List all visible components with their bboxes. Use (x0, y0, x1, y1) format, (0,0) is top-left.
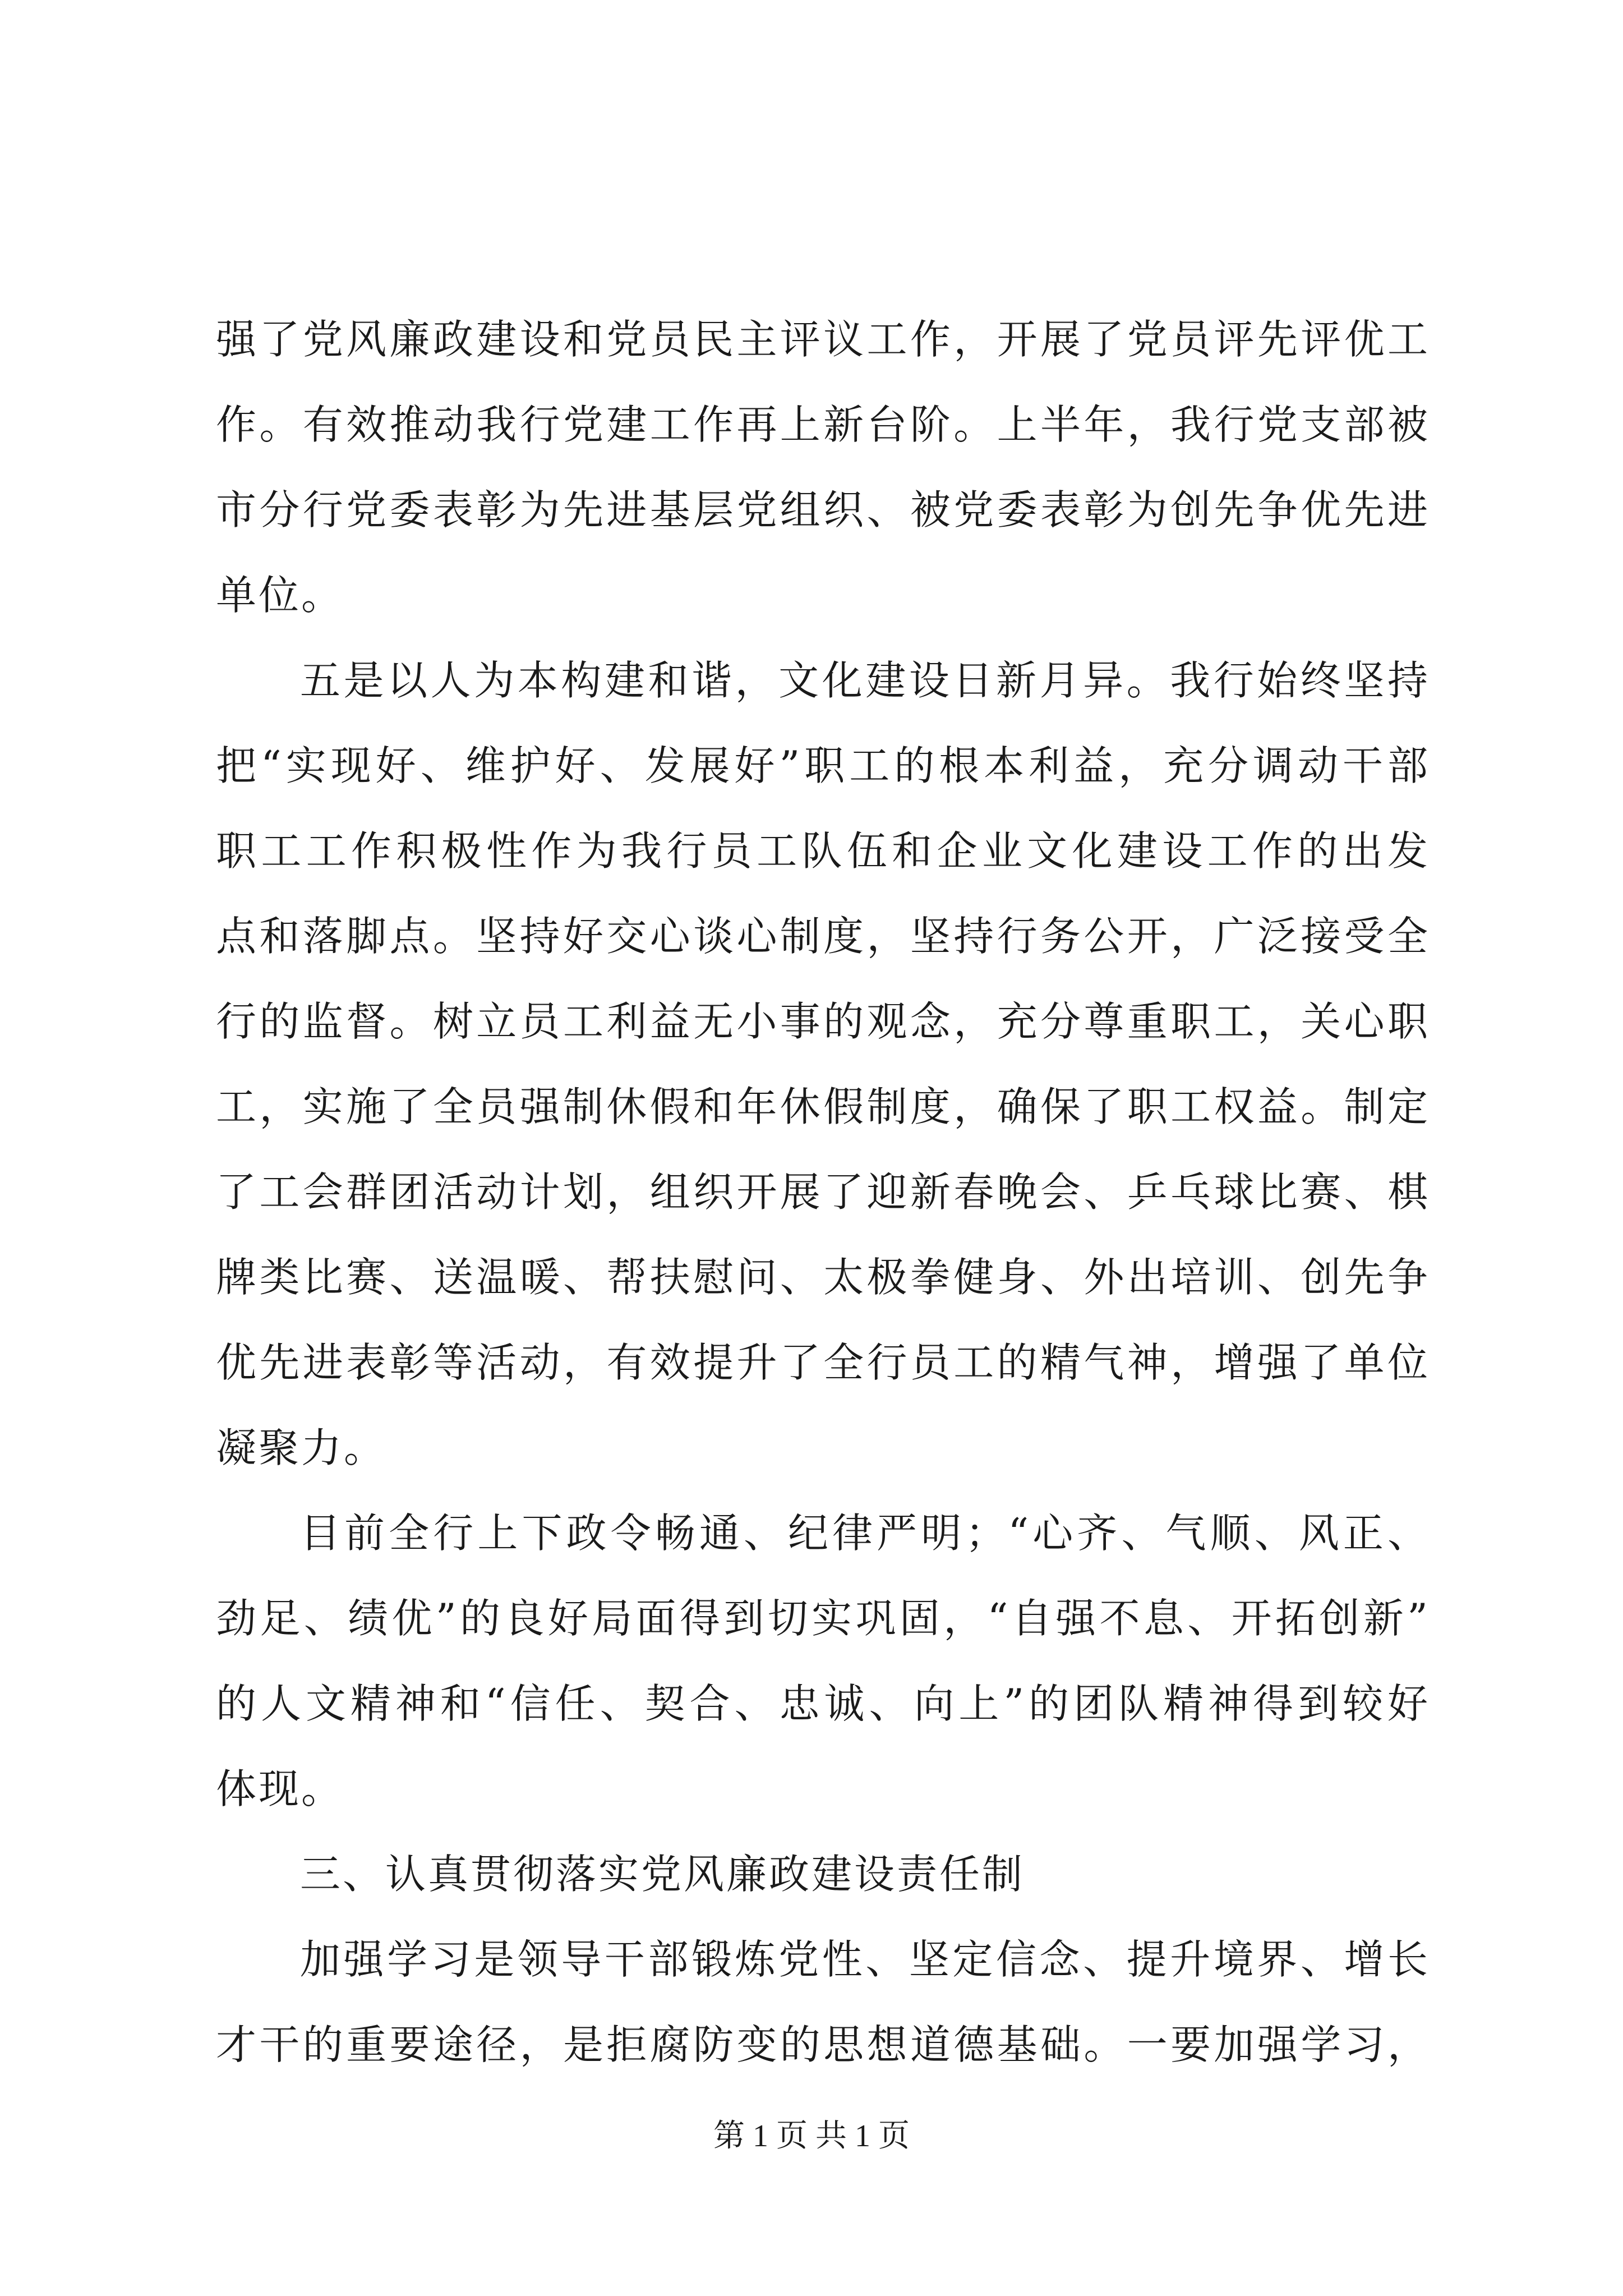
text-line: 凝聚力。 (216, 1424, 387, 1471)
text-line: 加强学习是领导干部锻炼党性、坚定信念、提升境界、增长 (300, 1936, 1430, 1983)
text-line: 体现。 (216, 1765, 344, 1812)
text-line: 目前全行上下政令畅通、纪律严明；“心齐、气顺、风正、 (300, 1510, 1430, 1557)
text-line: 了工会群团活动计划，组织开展了迎新春晚会、乒乓球比赛、棋 (216, 1168, 1430, 1216)
text-line: 作。有效推动我行党建工作再上新台阶。上半年，我行党支部被 (216, 401, 1430, 448)
text-line: 五是以人为本构建和谐，文化建设日新月异。我行始终坚持 (300, 657, 1430, 704)
text-line: 行的监督。树立员工利益无小事的观念，充分尊重职工，关心职 (216, 998, 1430, 1045)
text-line: 点和落脚点。坚持好交心谈心制度，坚持行务公开，广泛接受全 (216, 913, 1430, 960)
text-line: 劲足、绩优”的良好局面得到切实巩固，“自强不息、开拓创新” (216, 1595, 1430, 1642)
text-line: 市分行党委表彰为先进基层党组织、被党委表彰为创先争优先进 (216, 486, 1430, 533)
text-line: 强了党风廉政建设和党员民主评议工作，开展了党员评先评优工 (216, 316, 1430, 363)
page-footer (0, 2114, 1623, 2159)
page-number-label: 第 1 页 共 1 页 (713, 2119, 910, 2154)
text-line: 职工工作积极性作为我行员工队伍和企业文化建设工作的出发 (216, 827, 1430, 875)
text-line: 工，实施了全员强制休假和年休假制度，确保了职工权益。制定 (216, 1083, 1430, 1130)
text-line: 单位。 (216, 572, 344, 619)
section-heading: 三、认真贯彻落实党风廉政建设责任制 (300, 1851, 1025, 1898)
text-line: 把“实现好、维护好、发展好”职工的根本利益，充分调动干部 (216, 742, 1430, 789)
text-line: 的人文精神和“信任、契合、忠诚、向上”的团队精神得到较好 (216, 1680, 1430, 1727)
text-line: 优先进表彰等活动，有效提升了全行员工的精气神，增强了单位 (216, 1339, 1430, 1386)
text-line: 才干的重要途径，是拒腐防变的思想道德基础。一要加强学习， (216, 2021, 1430, 2068)
text-line: 牌类比赛、送温暖、帮扶慰问、太极拳健身、外出培训、创先争 (216, 1254, 1430, 1301)
